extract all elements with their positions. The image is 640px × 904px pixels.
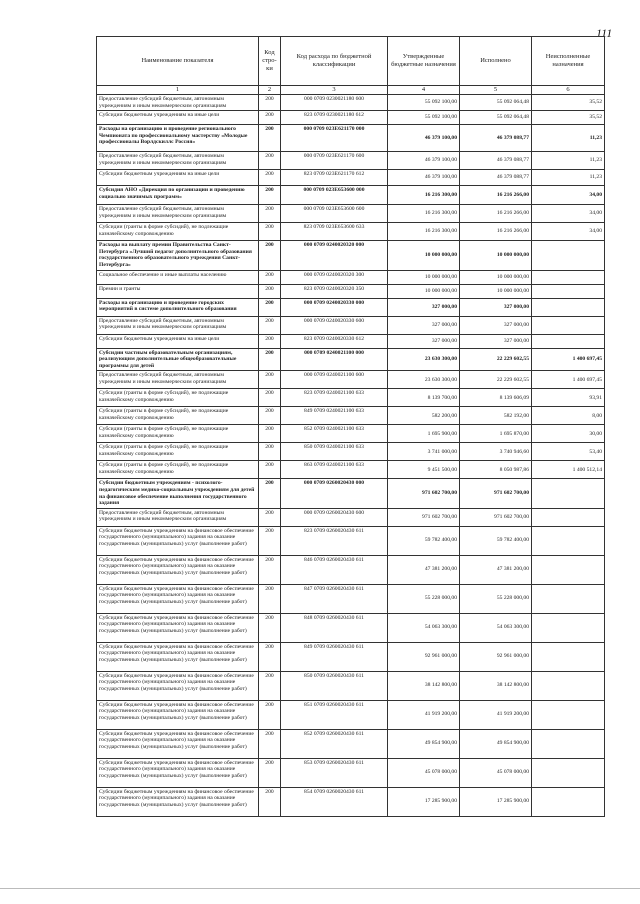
row-executed-cell: 46 379 088,77 — [460, 152, 532, 170]
row-executed-cell: 46 379 088,77 — [460, 125, 532, 152]
row-budget-code-cell: 000 0709 0240021100 000 — [281, 348, 388, 371]
table-row — [97, 729, 605, 758]
row-name-cell: Субсидии бюджетным учреждениям на финансовое обеспечение государственного (муниципального) задания на оказание государственных (муниципальных) услуг (выполнение работ) — [97, 584, 259, 613]
column-number: 5 — [460, 86, 532, 95]
row-executed-cell: 55 092 064,48 — [460, 111, 532, 125]
row-approved-cell: 38 142 800,00 — [388, 671, 460, 700]
row-name-cell: Субсидии бюджетным учреждениям на финансовое обеспечение государственного (муниципального) задания на оказание государственных (муниципальных) услуг (выполнение работ) — [97, 700, 259, 729]
row-executed-cell: 582 192,00 — [460, 407, 532, 425]
row-executed-cell: 3 740 946,60 — [460, 443, 532, 461]
row-line-code-cell: 200 — [259, 642, 281, 671]
row-approved-cell: 23 630 300,00 — [388, 371, 460, 389]
row-budget-code-cell: 849 0709 0260020430 611 — [281, 642, 388, 671]
row-executed-cell: 49 854 900,00 — [460, 729, 532, 758]
row-executed-cell: 22 229 602,55 — [460, 348, 532, 371]
row-line-code-cell: 200 — [259, 241, 281, 270]
row-unexecuted-cell: 1 400 697,45 — [532, 348, 605, 371]
row-line-code-cell: 200 — [259, 443, 281, 461]
row-name-cell: Предоставление субсидий бюджетным, автономным учреждениям и иным некоммерческим организациям — [97, 95, 259, 111]
row-name-cell: Расходы на организацию и проведение городских мероприятий в системе дополнительного образования — [97, 298, 259, 316]
row-budget-code-cell: 863 0709 0240021100 633 — [281, 461, 388, 479]
row-executed-cell: 41 919 200,00 — [460, 700, 532, 729]
row-unexecuted-cell: 1 400 697,45 — [532, 371, 605, 389]
budget-table-container — [96, 36, 604, 817]
row-executed-cell: 8 050 987,86 — [460, 461, 532, 479]
column-number: 4 — [388, 86, 460, 95]
row-executed-cell: 46 379 088,77 — [460, 170, 532, 186]
row-line-code-cell: 200 — [259, 787, 281, 816]
row-line-code-cell: 200 — [259, 700, 281, 729]
row-name-cell: Предоставление субсидий бюджетным, автономным учреждениям и иным некоммерческим организациям — [97, 316, 259, 334]
header-approved: Утвержденные бюджетные назначения — [388, 37, 460, 86]
row-approved-cell: 59 782 400,00 — [388, 526, 460, 555]
row-unexecuted-cell — [532, 787, 605, 816]
row-approved-cell: 92 961 000,00 — [388, 642, 460, 671]
row-approved-cell: 3 741 000,00 — [388, 443, 460, 461]
row-unexecuted-cell: 11,23 — [532, 170, 605, 186]
row-name-cell: Субсидии бюджетным учреждениям на финансовое обеспечение государственного (муниципального) задания на оказание государственных (муниципальных) услуг (выполнение работ) — [97, 642, 259, 671]
row-unexecuted-cell — [532, 584, 605, 613]
row-approved-cell: 46 379 100,00 — [388, 152, 460, 170]
row-budget-code-cell: 000 0709 0240020320 300 — [281, 270, 388, 284]
table-row — [97, 298, 605, 316]
table-row — [97, 479, 605, 508]
row-budget-code-cell: 000 0709 0240021100 600 — [281, 371, 388, 389]
row-executed-cell: 971 602 700,00 — [460, 508, 532, 526]
table-row — [97, 348, 605, 371]
table-row — [97, 642, 605, 671]
table-row — [97, 186, 605, 205]
row-budget-code-cell: 823 0709 0240021100 633 — [281, 389, 388, 407]
row-line-code-cell: 200 — [259, 729, 281, 758]
row-line-code-cell: 200 — [259, 348, 281, 371]
row-budget-code-cell: 853 0709 0260020430 611 — [281, 758, 388, 787]
row-name-cell: Субсидии бюджетным учреждениям на финансовое обеспечение государственного (муниципального) задания на оказание государственных (муниципальных) услуг (выполнение работ) — [97, 758, 259, 787]
row-name-cell: Субсидии (гранты в форме субсидий), не подлежащие казначейскому сопровождению — [97, 461, 259, 479]
table-row — [97, 284, 605, 298]
row-line-code-cell: 200 — [259, 186, 281, 205]
row-approved-cell: 17 285 900,00 — [388, 787, 460, 816]
row-executed-cell: 1 695 870,00 — [460, 425, 532, 443]
row-executed-cell: 327 000,00 — [460, 298, 532, 316]
row-approved-cell: 10 000 000,00 — [388, 284, 460, 298]
row-unexecuted-cell — [532, 316, 605, 334]
row-unexecuted-cell: 93,91 — [532, 389, 605, 407]
row-budget-code-cell: 000 0709 023Е621170 000 — [281, 125, 388, 152]
row-unexecuted-cell — [532, 758, 605, 787]
row-executed-cell: 16 216 266,00 — [460, 186, 532, 205]
table-row — [97, 555, 605, 584]
row-line-code-cell: 200 — [259, 389, 281, 407]
row-budget-code-cell: 000 0709 023Е621170 600 — [281, 152, 388, 170]
row-budget-code-cell: 848 0709 0260020430 611 — [281, 613, 388, 642]
row-unexecuted-cell — [532, 241, 605, 270]
row-unexecuted-cell: 34,00 — [532, 205, 605, 223]
row-line-code-cell: 200 — [259, 284, 281, 298]
row-unexecuted-cell — [532, 555, 605, 584]
row-line-code-cell: 200 — [259, 584, 281, 613]
table-row — [97, 700, 605, 729]
row-name-cell: Субсидии (гранты в форме субсидий), не подлежащие казначейскому сопровождению — [97, 407, 259, 425]
row-name-cell: Субсидии бюджетным учреждениям на финансовое обеспечение государственного (муниципального) задания на оказание государственных (муниципальных) услуг (выполнение работ) — [97, 729, 259, 758]
table-row — [97, 316, 605, 334]
row-unexecuted-cell: 35,52 — [532, 111, 605, 125]
row-budget-code-cell: 823 0709 0240020330 612 — [281, 334, 388, 348]
row-name-cell: Субсидии бюджетным учреждениям на финансовое обеспечение государственного (муниципального) задания на оказание государственных (муниципальных) услуг (выполнение работ) — [97, 787, 259, 816]
row-name-cell: Предоставление субсидий бюджетным, автономным учреждениям и иным некоммерческим организациям — [97, 152, 259, 170]
table-row — [97, 443, 605, 461]
row-approved-cell: 55 228 000,00 — [388, 584, 460, 613]
row-unexecuted-cell — [532, 508, 605, 526]
row-line-code-cell: 200 — [259, 425, 281, 443]
row-name-cell: Субсидии бюджетным учреждениям на иные цели — [97, 170, 259, 186]
header-name: Наименование показателя — [97, 37, 259, 86]
row-budget-code-cell: 000 0709 0230021180 600 — [281, 95, 388, 111]
row-budget-code-cell: 823 0709 023Е653600 633 — [281, 223, 388, 241]
row-budget-code-cell: 823 0709 0240020320 350 — [281, 284, 388, 298]
row-name-cell: Субсидии (гранты в форме субсидий), не подлежащие казначейскому сопровождению — [97, 223, 259, 241]
row-unexecuted-cell: 11,23 — [532, 152, 605, 170]
row-executed-cell: 16 216 266,00 — [460, 205, 532, 223]
row-line-code-cell: 200 — [259, 526, 281, 555]
row-approved-cell: 46 379 100,00 — [388, 125, 460, 152]
table-row — [97, 613, 605, 642]
row-unexecuted-cell: 34,00 — [532, 223, 605, 241]
table-row — [97, 508, 605, 526]
row-approved-cell: 10 000 000,00 — [388, 270, 460, 284]
row-budget-code-cell: 850 0709 0260020430 611 — [281, 671, 388, 700]
row-budget-code-cell: 823 0709 0260020430 611 — [281, 526, 388, 555]
row-line-code-cell: 200 — [259, 152, 281, 170]
table-row — [97, 111, 605, 125]
row-line-code-cell: 200 — [259, 298, 281, 316]
row-approved-cell: 23 630 300,00 — [388, 348, 460, 371]
row-approved-cell: 327 000,00 — [388, 316, 460, 334]
budget-execution-table — [96, 36, 605, 817]
row-name-cell: Социальное обеспечение и иные выплаты населению — [97, 270, 259, 284]
table-row — [97, 125, 605, 152]
row-line-code-cell: 200 — [259, 334, 281, 348]
row-name-cell: Субсидии бюджетным учреждениям на иные цели — [97, 111, 259, 125]
row-unexecuted-cell: 11,23 — [532, 125, 605, 152]
row-name-cell: Субсидии (гранты в форме субсидий), не подлежащие казначейскому сопровождению — [97, 425, 259, 443]
row-name-cell: Субсидии бюджетным учреждениям на финансовое обеспечение государственного (муниципального) задания на оказание государственных (муниципальных) услуг (выполнение работ) — [97, 526, 259, 555]
table-body — [97, 95, 605, 817]
row-executed-cell: 55 228 000,00 — [460, 584, 532, 613]
row-executed-cell: 38 142 800,00 — [460, 671, 532, 700]
table-row — [97, 223, 605, 241]
row-name-cell: Субсидии бюджетным учреждениям на финансовое обеспечение государственного (муниципального) задания на оказание государственных (муниципальных) услуг (выполнение работ) — [97, 555, 259, 584]
row-unexecuted-cell — [532, 284, 605, 298]
row-approved-cell: 49 854 900,00 — [388, 729, 460, 758]
row-approved-cell: 582 200,00 — [388, 407, 460, 425]
row-approved-cell: 16 216 300,00 — [388, 223, 460, 241]
row-executed-cell: 54 063 300,00 — [460, 613, 532, 642]
row-unexecuted-cell: 1 400 512,14 — [532, 461, 605, 479]
row-name-cell: Предоставление субсидий бюджетным, автономным учреждениям и иным некоммерческим организациям — [97, 371, 259, 389]
row-unexecuted-cell: 35,52 — [532, 95, 605, 111]
row-line-code-cell: 200 — [259, 508, 281, 526]
row-executed-cell: 47 381 200,00 — [460, 555, 532, 584]
table-row — [97, 389, 605, 407]
table-row — [97, 270, 605, 284]
page-number: 111 — [596, 26, 613, 40]
row-approved-cell: 8 139 700,00 — [388, 389, 460, 407]
row-unexecuted-cell — [532, 479, 605, 508]
row-approved-cell: 47 381 200,00 — [388, 555, 460, 584]
row-name-cell: Субсидии частным образовательным организациям, реализующим дополнительные общеобразовательные программы для детей — [97, 348, 259, 371]
row-executed-cell: 59 782 400,00 — [460, 526, 532, 555]
row-approved-cell: 45 078 000,00 — [388, 758, 460, 787]
table-row — [97, 758, 605, 787]
table-row — [97, 407, 605, 425]
table-row — [97, 787, 605, 816]
row-unexecuted-cell: 30,00 — [532, 425, 605, 443]
row-name-cell: Субсидии бюджетным учреждениям на финансовое обеспечение государственного (муниципального) задания на оказание государственных (муниципальных) услуг (выполнение работ) — [97, 671, 259, 700]
row-executed-cell: 16 216 266,00 — [460, 223, 532, 241]
row-line-code-cell: 200 — [259, 95, 281, 111]
row-approved-cell: 16 216 300,00 — [388, 205, 460, 223]
row-budget-code-cell: 847 0709 0260020430 611 — [281, 584, 388, 613]
row-unexecuted-cell — [532, 526, 605, 555]
row-name-cell: Субсидии бюджетным учреждениям на финансовое обеспечение государственного (муниципального) задания на оказание государственных (муниципальных) услуг (выполнение работ) — [97, 613, 259, 642]
row-name-cell: Субсидии бюджетным учреждениям на иные цели — [97, 334, 259, 348]
column-number: 3 — [281, 86, 388, 95]
table-row — [97, 334, 605, 348]
row-executed-cell: 10 000 000,00 — [460, 284, 532, 298]
page-bottom-rule — [0, 888, 640, 889]
header-budget-code: Код расхода по бюджетной классификации — [281, 37, 388, 86]
row-executed-cell: 10 000 000,00 — [460, 241, 532, 270]
row-name-cell: Предоставление субсидий бюджетным, автономным учреждениям и иным некоммерческим организациям — [97, 205, 259, 223]
row-line-code-cell: 200 — [259, 205, 281, 223]
row-approved-cell: 9 451 500,00 — [388, 461, 460, 479]
row-line-code-cell: 200 — [259, 479, 281, 508]
row-budget-code-cell: 000 0709 0240020320 000 — [281, 241, 388, 270]
row-line-code-cell: 200 — [259, 371, 281, 389]
row-executed-cell: 8 139 606,09 — [460, 389, 532, 407]
row-unexecuted-cell — [532, 671, 605, 700]
column-number: 1 — [97, 86, 259, 95]
row-budget-code-cell: 852 0709 0260020430 611 — [281, 729, 388, 758]
row-unexecuted-cell — [532, 298, 605, 316]
row-budget-code-cell: 000 0709 023Е653600 000 — [281, 186, 388, 205]
row-name-cell: Расходы на выплату премии Правительства Санкт-Петербурга «Лучший педагог дополнительного образования государственного образовательного учреждения Санкт-Петербурга» — [97, 241, 259, 270]
row-budget-code-cell: 849 0709 0240021100 633 — [281, 407, 388, 425]
row-budget-code-cell: 823 0709 023Е621170 612 — [281, 170, 388, 186]
row-line-code-cell: 200 — [259, 125, 281, 152]
row-approved-cell: 16 216 300,00 — [388, 186, 460, 205]
row-budget-code-cell: 852 0709 0240021100 633 — [281, 425, 388, 443]
row-line-code-cell: 200 — [259, 555, 281, 584]
row-approved-cell: 10 000 000,00 — [388, 241, 460, 270]
row-name-cell: Предоставление субсидий бюджетным, автономным учреждениям и иным некоммерческим организациям — [97, 508, 259, 526]
row-executed-cell: 55 092 064,48 — [460, 95, 532, 111]
row-approved-cell: 55 092 100,00 — [388, 95, 460, 111]
row-unexecuted-cell: 34,00 — [532, 186, 605, 205]
table-row — [97, 170, 605, 186]
row-approved-cell: 971 602 700,00 — [388, 479, 460, 508]
row-approved-cell: 41 919 200,00 — [388, 700, 460, 729]
row-executed-cell: 22 229 602,55 — [460, 371, 532, 389]
row-executed-cell: 45 078 000,00 — [460, 758, 532, 787]
row-executed-cell: 971 602 700,00 — [460, 479, 532, 508]
row-line-code-cell: 200 — [259, 111, 281, 125]
row-executed-cell: 10 000 000,00 — [460, 270, 532, 284]
header-unexecuted: Неисполненные назначения — [532, 37, 605, 86]
table-row — [97, 205, 605, 223]
table-row — [97, 371, 605, 389]
table-row — [97, 526, 605, 555]
row-budget-code-cell: 851 0709 0260020430 611 — [281, 700, 388, 729]
row-name-cell: Субсидии (гранты в форме субсидий), не подлежащие казначейскому сопровождению — [97, 443, 259, 461]
row-executed-cell: 92 961 000,00 — [460, 642, 532, 671]
header-executed: Исполнено — [460, 37, 532, 86]
row-line-code-cell: 200 — [259, 613, 281, 642]
row-executed-cell: 327 000,00 — [460, 334, 532, 348]
row-line-code-cell: 200 — [259, 223, 281, 241]
table-row — [97, 152, 605, 170]
row-unexecuted-cell — [532, 613, 605, 642]
row-approved-cell: 327 000,00 — [388, 334, 460, 348]
row-budget-code-cell: 000 0709 0240020330 000 — [281, 298, 388, 316]
row-name-cell: Субсидии (гранты в форме субсидий), не подлежащие казначейскому сопровождению — [97, 389, 259, 407]
row-approved-cell: 327 000,00 — [388, 298, 460, 316]
table-row — [97, 241, 605, 270]
row-approved-cell: 1 695 900,00 — [388, 425, 460, 443]
header-line-code: Код стро-ки — [259, 37, 281, 86]
row-unexecuted-cell — [532, 270, 605, 284]
table-row — [97, 584, 605, 613]
row-approved-cell: 55 092 100,00 — [388, 111, 460, 125]
row-approved-cell: 46 379 100,00 — [388, 170, 460, 186]
row-line-code-cell: 200 — [259, 170, 281, 186]
table-row — [97, 425, 605, 443]
header-row — [97, 37, 605, 86]
row-line-code-cell: 200 — [259, 758, 281, 787]
row-unexecuted-cell — [532, 334, 605, 348]
row-unexecuted-cell — [532, 642, 605, 671]
row-budget-code-cell: 846 0709 0260020430 611 — [281, 555, 388, 584]
row-budget-code-cell: 854 0709 0260020430 611 — [281, 787, 388, 816]
column-number: 6 — [532, 86, 605, 95]
row-line-code-cell: 200 — [259, 407, 281, 425]
row-unexecuted-cell — [532, 700, 605, 729]
row-unexecuted-cell: 53,40 — [532, 443, 605, 461]
row-line-code-cell: 200 — [259, 270, 281, 284]
row-unexecuted-cell — [532, 729, 605, 758]
table-row — [97, 461, 605, 479]
row-approved-cell: 54 063 300,00 — [388, 613, 460, 642]
row-budget-code-cell: 000 0709 0260020430 000 — [281, 479, 388, 508]
row-name-cell: Субсидия АНО «Дирекция по организации и проведению социально значимых программ» — [97, 186, 259, 205]
row-budget-code-cell: 000 0709 0260020430 600 — [281, 508, 388, 526]
row-line-code-cell: 200 — [259, 316, 281, 334]
row-budget-code-cell: 000 0709 023Е653600 600 — [281, 205, 388, 223]
row-line-code-cell: 200 — [259, 461, 281, 479]
row-executed-cell: 327 000,00 — [460, 316, 532, 334]
column-number: 2 — [259, 86, 281, 95]
row-approved-cell: 971 602 700,00 — [388, 508, 460, 526]
table-row — [97, 95, 605, 111]
table-row — [97, 671, 605, 700]
row-budget-code-cell: 000 0709 0240020330 600 — [281, 316, 388, 334]
row-unexecuted-cell: 8,00 — [532, 407, 605, 425]
column-number-row — [97, 86, 605, 95]
row-name-cell: Расходы на организацию и проведение регионального Чемпионата по профессиональному мастерству «Молодые профессионалы Ворлдскиллс Россия» — [97, 125, 259, 152]
row-executed-cell: 17 285 900,00 — [460, 787, 532, 816]
row-budget-code-cell: 823 0709 0230021180 612 — [281, 111, 388, 125]
row-name-cell: Премии и гранты — [97, 284, 259, 298]
row-line-code-cell: 200 — [259, 671, 281, 700]
row-name-cell: Субсидии бюджетным учреждениям - психолого-педагогическим медико-социальным учреждениям для детей на финансовое обеспечение выполнения государственного задания — [97, 479, 259, 508]
row-budget-code-cell: 850 0709 0240021100 633 — [281, 443, 388, 461]
